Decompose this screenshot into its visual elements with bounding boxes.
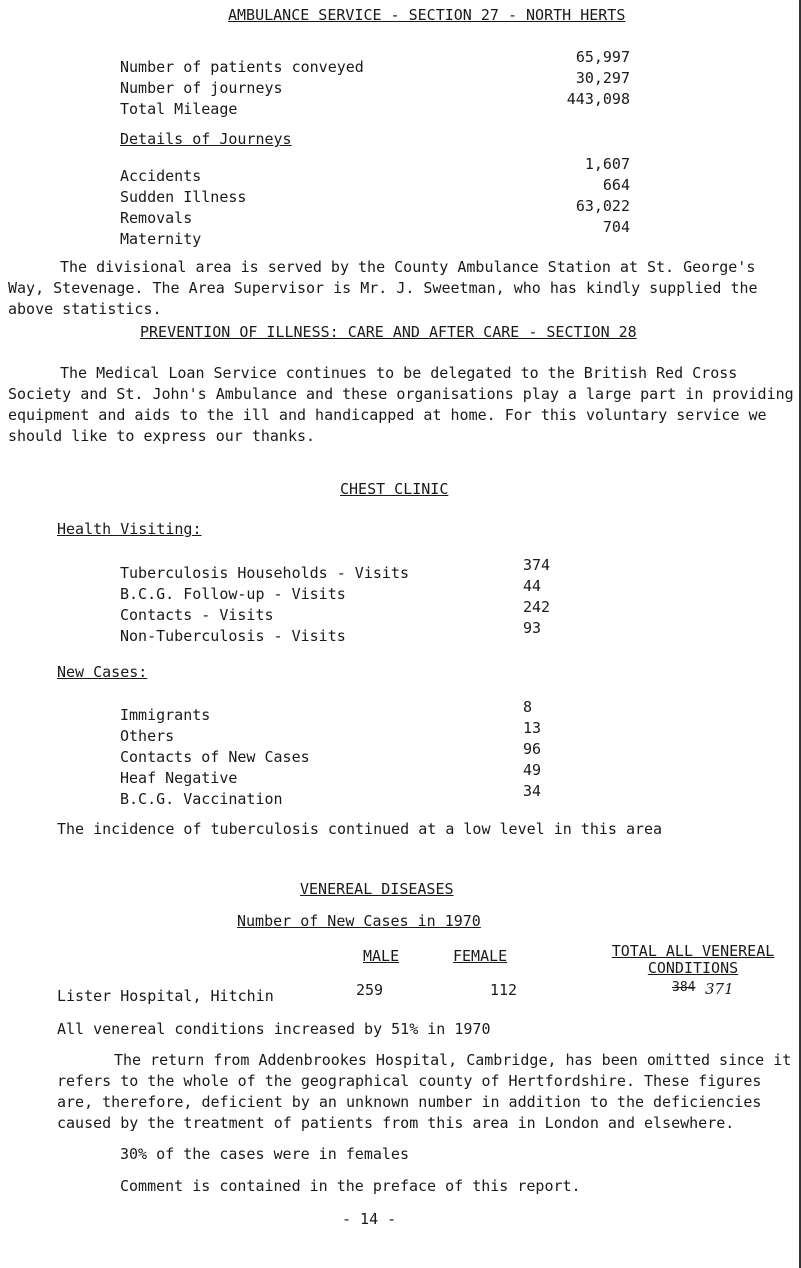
ambulance-stat-label: Number of patients conveyed <box>120 58 364 76</box>
chest-heading: CHEST CLINIC <box>340 480 449 498</box>
page-number: - 14 - <box>342 1210 397 1228</box>
details-label: Accidents <box>120 167 202 185</box>
new-cases-heading: New Cases: <box>57 663 148 681</box>
new-case-label: Heaf Negative <box>120 769 238 787</box>
total-count: 371 <box>705 980 734 998</box>
details-value: 704 <box>602 218 630 236</box>
visiting-label: Tuberculosis Households - Visits <box>120 564 409 582</box>
row-label: Lister Hospital, Hitchin <box>57 987 274 1005</box>
ambulance-stat-label: Total Mileage <box>120 100 238 118</box>
col-male: MALE <box>363 947 400 965</box>
ambulance-stat-label: Number of journeys <box>120 79 283 97</box>
return-text: The return from Addenbrookes Hospital, Cambridge, has been omitted since it refers to the whole of the geographical county of Hertfordshire. These figures are, therefore, deficient by an unknown number in addition to the deficiencies caused by the treatment of patients from this area in London and elsewhere. <box>57 1051 792 1132</box>
new-case-label: Contacts of New Cases <box>120 748 310 766</box>
ambulance-stat-value: 30,297 <box>575 69 630 87</box>
new-case-value: 34 <box>523 782 542 800</box>
new-case-value: 8 <box>523 698 533 716</box>
comment-text: Comment is contained in the preface of this report. <box>120 1177 581 1195</box>
ambulance-note: The divisional area is served by the County Ambulance Station at St. George's Way, Stevenage. The Area Supervisor is Mr. J. Sweetman, who has kindly supplied the above statistics. <box>8 258 758 318</box>
details-label: Removals <box>120 209 193 227</box>
details-value: 1,607 <box>584 155 630 173</box>
prevention-text: The Medical Loan Service continues to be delegated to the British Red Cross Society and St. John's Ambulance and these organisations play a large part in providing equipment and aids to the ill and handicapped at home. For this voluntary service we should like to express our thanks. <box>8 364 794 445</box>
new-case-value: 96 <box>523 740 542 758</box>
details-value: 63,022 <box>575 197 630 215</box>
new-case-label: Others <box>120 727 175 745</box>
female-count: 112 <box>490 981 518 999</box>
visiting-label: Contacts - Visits <box>120 606 274 624</box>
females-text: 30% of the cases were in females <box>120 1145 409 1163</box>
details-label: Maternity <box>120 230 202 248</box>
details-value: 664 <box>602 176 630 194</box>
ambulance-heading: AMBULANCE SERVICE - SECTION 27 - NORTH HERTS <box>228 6 626 24</box>
visiting-label: Non-Tuberculosis - Visits <box>120 627 346 645</box>
new-case-value: 13 <box>523 719 542 737</box>
health-visiting-heading: Health Visiting: <box>57 520 202 538</box>
ambulance-stat-value: 65,997 <box>575 48 630 66</box>
visiting-label: B.C.G. Follow-up - Visits <box>120 585 346 603</box>
ambulance-stat-value: 443,098 <box>566 90 630 108</box>
new-case-label: Immigrants <box>120 706 211 724</box>
new-case-value: 49 <box>523 761 542 779</box>
col-female: FEMALE <box>453 947 508 965</box>
prevention-heading: PREVENTION OF ILLNESS: CARE AND AFTER CARE - SECTION 28 <box>140 323 637 341</box>
new-case-label: B.C.G. Vaccination <box>120 790 283 808</box>
incidence-text: The incidence of tuberculosis continued at a low level in this area <box>57 820 663 838</box>
visiting-value: 44 <box>523 577 542 595</box>
details-heading: Details of Journeys <box>120 130 292 148</box>
total-struck: 384 <box>672 980 696 995</box>
male-count: 259 <box>356 981 384 999</box>
details-label: Sudden Illness <box>120 188 247 206</box>
visiting-value: 374 <box>523 556 551 574</box>
visiting-value: 93 <box>523 619 542 637</box>
visiting-value: 242 <box>523 598 551 616</box>
venereal-subheading: Number of New Cases in 1970 <box>237 912 481 930</box>
venereal-heading: VENEREAL DISEASES <box>300 880 454 898</box>
increase-text: All venereal conditions increased by 51% in 1970 <box>57 1020 491 1038</box>
col-total: TOTAL ALL VENEREAL CONDITIONS <box>611 942 775 977</box>
